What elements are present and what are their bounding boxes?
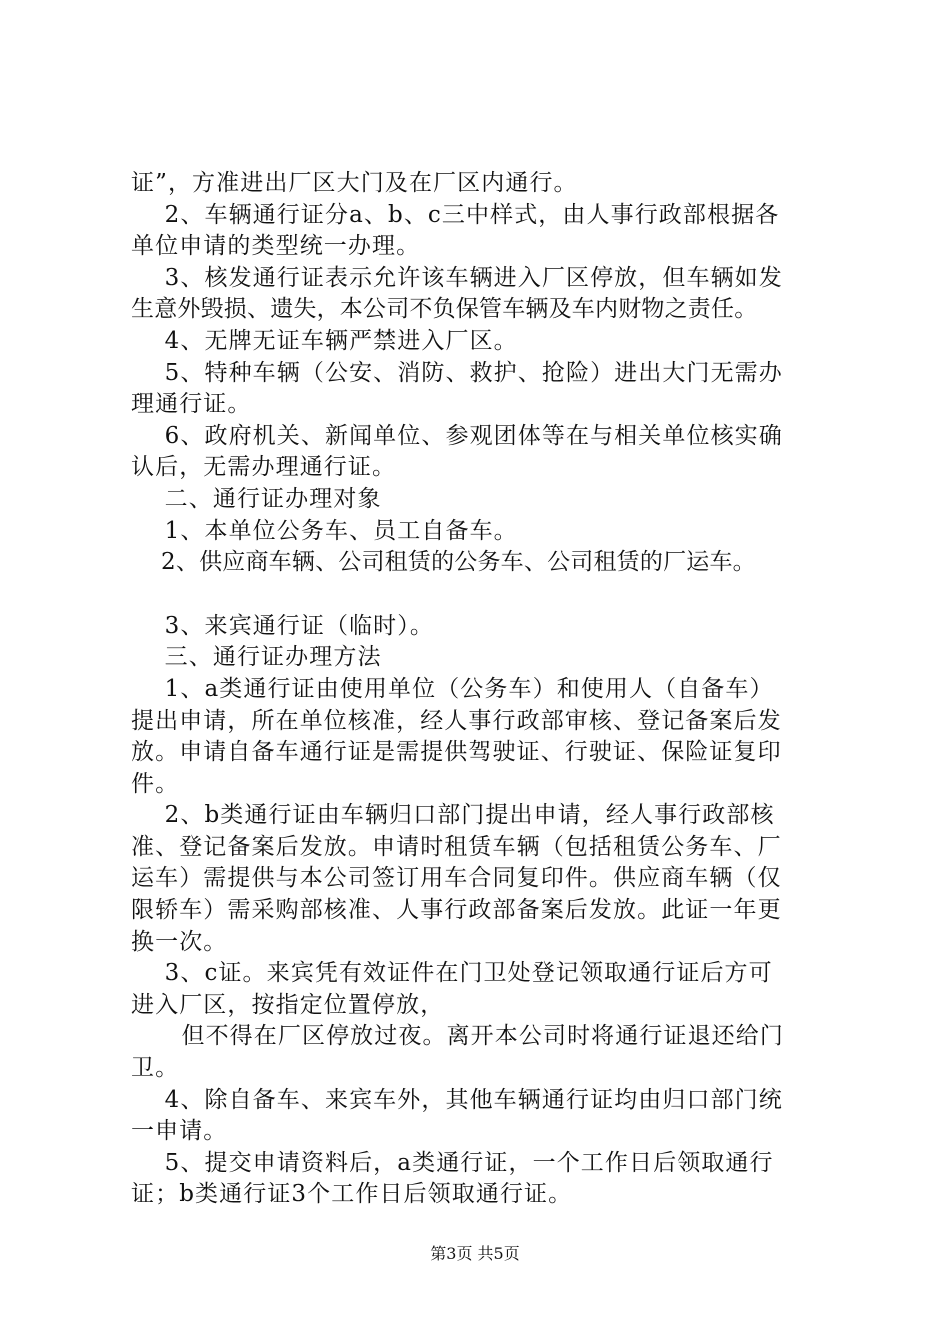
text-line: 3、c证。来宾凭有效证件在门卫处登记领取通行证后方可: [131, 960, 773, 987]
text-line: 5、特种车辆（公安、消防、救护、抢险）进出大门无需办: [131, 359, 783, 386]
text-line: 证”，方准进出厂区大门及在厂区内通行。: [131, 170, 578, 196]
text-line: 2、供应商车辆、公司租赁的公务车、公司租赁的厂运车。: [131, 549, 756, 576]
text-line: 4、除自备车、来宾车外，其他车辆通行证均由归口部门统: [131, 1086, 783, 1113]
section-heading: 二、通行证办理对象: [131, 485, 382, 512]
text-line: 5、提交申请资料后，a类通行证，一个工作日后领取通行: [131, 1149, 774, 1176]
text-line: 单位申请的类型统一办理。: [131, 233, 421, 260]
section-heading: 三、通行证办理方法: [131, 644, 382, 671]
text-line: 4、无牌无证车辆严禁进入厂区。: [131, 327, 518, 354]
text-line: 认后，无需办理通行证。: [131, 454, 397, 481]
text-line: 理通行证。: [131, 391, 252, 418]
page-footer: 第3页 共5页: [430, 1244, 520, 1263]
text-line: 2、车辆通行证分a、b、c三中样式，由人事行政部根据各: [131, 201, 780, 228]
text-line: 3、来宾通行证（临时）。: [131, 612, 434, 639]
text-line: 运车）需提供与本公司签订用车合同复印件。供应商车辆（仅: [131, 865, 782, 892]
text-line: 提出申请，所在单位核准，经人事行政部审核、登记备案后发: [131, 707, 782, 734]
text-line: 放。申请自备车通行证是需提供驾驶证、行驶证、保险证复印: [131, 739, 782, 766]
document-body: [131, 168, 831, 1211]
text-line: 1、本单位公务车、员工自备车。: [131, 517, 518, 544]
text-line: 卫。: [131, 1055, 180, 1082]
text-line: 但不得在厂区停放过夜。离开本公司时将通行证退还给门: [131, 1023, 784, 1050]
text-line: 准、登记备案后发放。申请时租赁车辆（包括租赁公务车、厂: [131, 833, 782, 860]
text-line: 2、b类通行证由车辆归口部门提出申请，经人事行政部核: [131, 802, 775, 829]
blank-line: [131, 579, 831, 611]
text-line: 3、核发通行证表示允许该车辆进入厂区停放，但车辆如发: [131, 264, 783, 291]
text-line: 限轿车）需采购部核准、人事行政部备案后发放。此证一年更: [131, 897, 782, 924]
text-line: 证；b类通行证3个工作日后领取通行证。: [131, 1181, 573, 1208]
text-line: 换一次。: [131, 928, 228, 955]
text-line: 件。: [131, 770, 180, 797]
text-line: 进入厂区，按指定位置停放，: [131, 991, 445, 1018]
text-line: 1、a类通行证由使用单位（公务车）和使用人（自备车）: [131, 675, 774, 702]
text-line: 一申请。: [131, 1118, 228, 1145]
text-line: 6、政府机关、新闻单位、参观团体等在与相关单位核实确: [131, 422, 783, 449]
text-line: 生意外毁损、遗失，本公司不负保管车辆及车内财物之责任。: [131, 296, 758, 323]
